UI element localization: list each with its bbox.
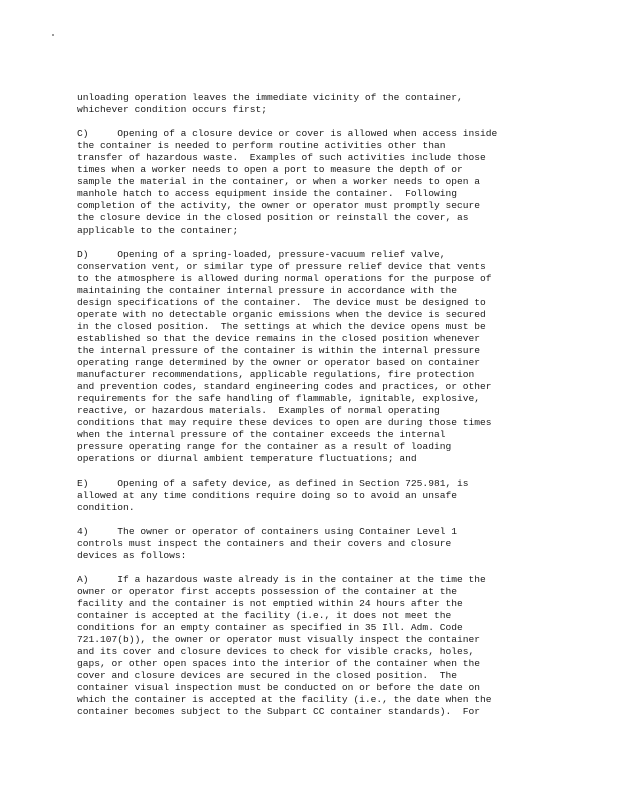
text-line: gaps, or other open spaces into the interior of the container when the: [77, 658, 481, 670]
text-line: facility and the container is not emptied within 24 hours after the: [77, 597, 463, 609]
text-line: design specifications of the container. The device must be designed to: [77, 296, 486, 308]
text-line: condition.: [77, 501, 135, 513]
text-line: in the closed position. The settings at which the device opens must be: [77, 320, 486, 332]
text-line: owner or operator first accepts possession of the container at the: [77, 585, 457, 597]
text-line: cover and closure devices are secured in the closed position. The: [77, 670, 457, 682]
text-line: the container is needed to perform routine activities other than: [77, 140, 446, 152]
text-line: container is accepted at the facility (i.e., it does not meet the: [77, 610, 452, 622]
text-line: established so that the device remains in the closed position whenever: [77, 332, 481, 344]
text-line: D) Opening of a spring-loaded, pressure-vacuum relief valve,: [77, 248, 446, 260]
paragraph: [77, 128, 577, 236]
text-line: and prevention codes, standard engineering codes and practices, or other: [77, 381, 492, 393]
text-line: C) Opening of a closure device or cover is allowed when access inside: [77, 128, 498, 140]
paragraph: [77, 574, 577, 719]
text-line: sample the material in the container, or when a worker needs to open a: [77, 176, 481, 188]
text-line: to the atmosphere is allowed during normal operations for the purpose of: [77, 272, 492, 284]
text-line: maintaining the container internal pressure in accordance with the: [77, 284, 457, 296]
text-line: A) If a hazardous waste already is in the container at the time the: [77, 573, 486, 585]
text-line: applicable to the container;: [77, 224, 239, 236]
text-line: completion of the activity, the owner or operator must promptly secure: [77, 200, 481, 212]
text-line: when the internal pressure of the container exceeds the internal: [77, 429, 446, 441]
text-line: controls must inspect the containers and their covers and closure: [77, 537, 452, 549]
text-line: manhole hatch to access equipment inside the container. Following: [77, 188, 457, 200]
text-line: conditions that may require these devices to open are during those times: [77, 417, 492, 429]
text-line: times when a worker needs to open a port to measure the depth of or: [77, 164, 463, 176]
text-line: conservation vent, or similar type of pressure relief device that vents: [77, 260, 486, 272]
text-line: 4) The owner or operator of containers using Container Level 1: [77, 525, 457, 537]
text-line: the internal pressure of the container is within the internal pressure: [77, 344, 481, 356]
scan-speck: [52, 34, 54, 36]
text-line: operations or diurnal ambient temperature fluctuations; and: [77, 453, 417, 465]
text-line: whichever condition occurs first;: [77, 104, 267, 116]
text-line: unloading operation leaves the immediate vicinity of the container,: [77, 92, 463, 103]
text-line: allowed at any time conditions require doing so to avoid an unsafe: [77, 489, 457, 501]
text-line: operate with no detectable organic emissions when the device is secured: [77, 308, 486, 320]
paragraph: [77, 478, 577, 514]
text-line: which the container is accepted at the facility (i.e., the date when the: [77, 694, 492, 706]
text-line: pressure operating range for the container as a result of loading: [77, 441, 452, 453]
text-line: container visual inspection must be conducted on or before the date on: [77, 682, 481, 694]
document-body: [77, 92, 577, 730]
paragraph: [77, 526, 577, 562]
text-line: manufacturer recommendations, applicable regulations, fire protection: [77, 369, 475, 381]
text-line: the closure device in the closed position or reinstall the cover, as: [77, 212, 469, 224]
text-line: and its cover and closure devices to check for visible cracks, holes,: [77, 646, 475, 658]
paragraph: [77, 249, 577, 466]
text-line: 721.107(b)), the owner or operator must visually inspect the container: [77, 634, 481, 646]
text-line: operating range determined by the owner or operator based on container: [77, 357, 481, 369]
text-line: E) Opening of a safety device, as defined in Section 725.981, is: [77, 477, 469, 489]
text-line: container becomes subject to the Subpart CC container standards). For: [77, 706, 481, 718]
text-line: reactive, or hazardous materials. Examples of normal operating: [77, 405, 440, 417]
text-line: devices as follows:: [77, 549, 187, 561]
text-line: requirements for the safe handling of flammable, ignitable, explosive,: [77, 393, 481, 405]
text-line: conditions for an empty container as specified in 35 Ill. Adm. Code: [77, 622, 463, 634]
text-line: transfer of hazardous waste. Examples of such activities include those: [77, 152, 486, 164]
paragraph: [77, 92, 577, 116]
